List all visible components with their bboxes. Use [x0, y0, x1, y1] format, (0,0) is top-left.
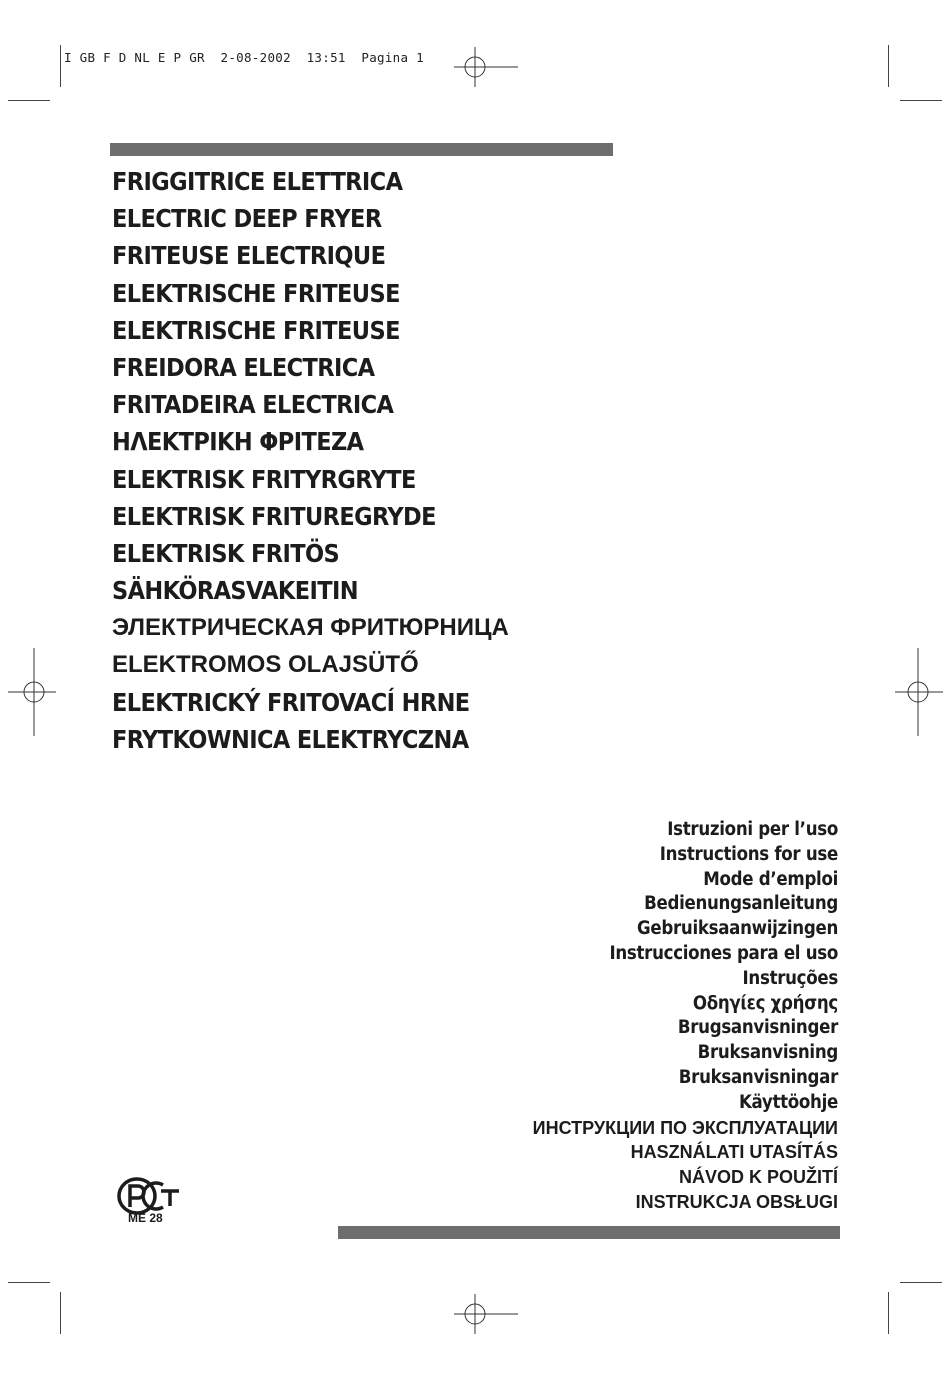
instruction-title: Instruções — [742, 967, 838, 989]
instruction-title: Bedienungsanleitung — [644, 893, 838, 915]
registration-mark-left — [8, 648, 56, 736]
instruction-title: Οδηγίες χρήσης — [692, 992, 838, 1014]
instruction-title: Brugsanvisninger — [677, 1017, 838, 1039]
instruction-title: NÁVOD K POUŽITÍ — [678, 1167, 838, 1188]
product-title: ЭЛЕКТРИЧЕСКАЯ ФРИТЮРНИЦА — [112, 614, 509, 642]
instruction-title: Instructions for use — [659, 843, 838, 865]
top-divider-bar — [110, 143, 613, 156]
product-title: FRITADEIRA ELECTRICA — [112, 390, 394, 420]
certification-caption: ME 28 — [128, 1211, 163, 1225]
instruction-title: Käyttöohje — [738, 1091, 838, 1113]
instruction-title: Istruzioni per l’uso — [667, 819, 838, 840]
product-title: ELEKTRISCHE FRITEUSE — [112, 278, 400, 308]
product-title: ELEKTROMOS OLAJSÜTŐ — [112, 651, 419, 679]
instruction-title: Bruksanvisningar — [678, 1066, 838, 1088]
instruction-title: Mode d’emploi — [703, 868, 838, 890]
product-title: ΗΛΕΚΤΡΙΚΗ ΦΡΙΤΕΖΑ — [112, 427, 364, 457]
instruction-title: Instrucciones para el uso — [609, 942, 838, 964]
product-title: FRYTKOWNICA ELEKTRYCZNA — [112, 724, 469, 754]
registration-mark-bottom — [454, 1294, 518, 1334]
product-title: ELEKTRISK FRITÖS — [112, 538, 340, 568]
instruction-title: INSTRUKCJA OBSŁUGI — [635, 1191, 838, 1212]
product-title-list — [112, 163, 509, 758]
print-header: I GB F D NL E P GR 2-08-2002 13:51 Pagina 1 — [64, 50, 424, 65]
product-title: ELEKTRISK FRITYRGRYTE — [112, 464, 416, 494]
instruction-title-list — [533, 818, 838, 1215]
product-title: SÄHKÖRASVAKEITIN — [112, 576, 358, 606]
product-title: ELEKTRISK FRITUREGRYDE — [112, 501, 436, 531]
registration-mark-right — [895, 648, 943, 736]
product-title: ELECTRIC DEEP FRYER — [112, 204, 382, 234]
bottom-divider-bar — [338, 1226, 840, 1239]
product-title: FREIDORA ELECTRICA — [112, 352, 375, 382]
instruction-title: HASZNÁLATI UTASÍTÁS — [630, 1142, 838, 1163]
instruction-title: Bruksanvisning — [697, 1042, 838, 1064]
product-title: ELEKTRICKÝ FRITOVACÍ HRNE — [112, 687, 470, 717]
registration-mark-top — [454, 47, 518, 87]
instruction-title: ИНСТРУКЦИИ ПО ЭКСПЛУАТАЦИИ — [532, 1117, 838, 1138]
product-title: ELEKTRISCHE FRITEUSE — [112, 315, 400, 345]
product-title: FRIGGITRICE ELETTRICA — [112, 167, 403, 196]
product-title: FRITEUSE ELECTRIQUE — [112, 241, 386, 271]
instruction-title: Gebruiksaanwijzingen — [637, 918, 838, 940]
